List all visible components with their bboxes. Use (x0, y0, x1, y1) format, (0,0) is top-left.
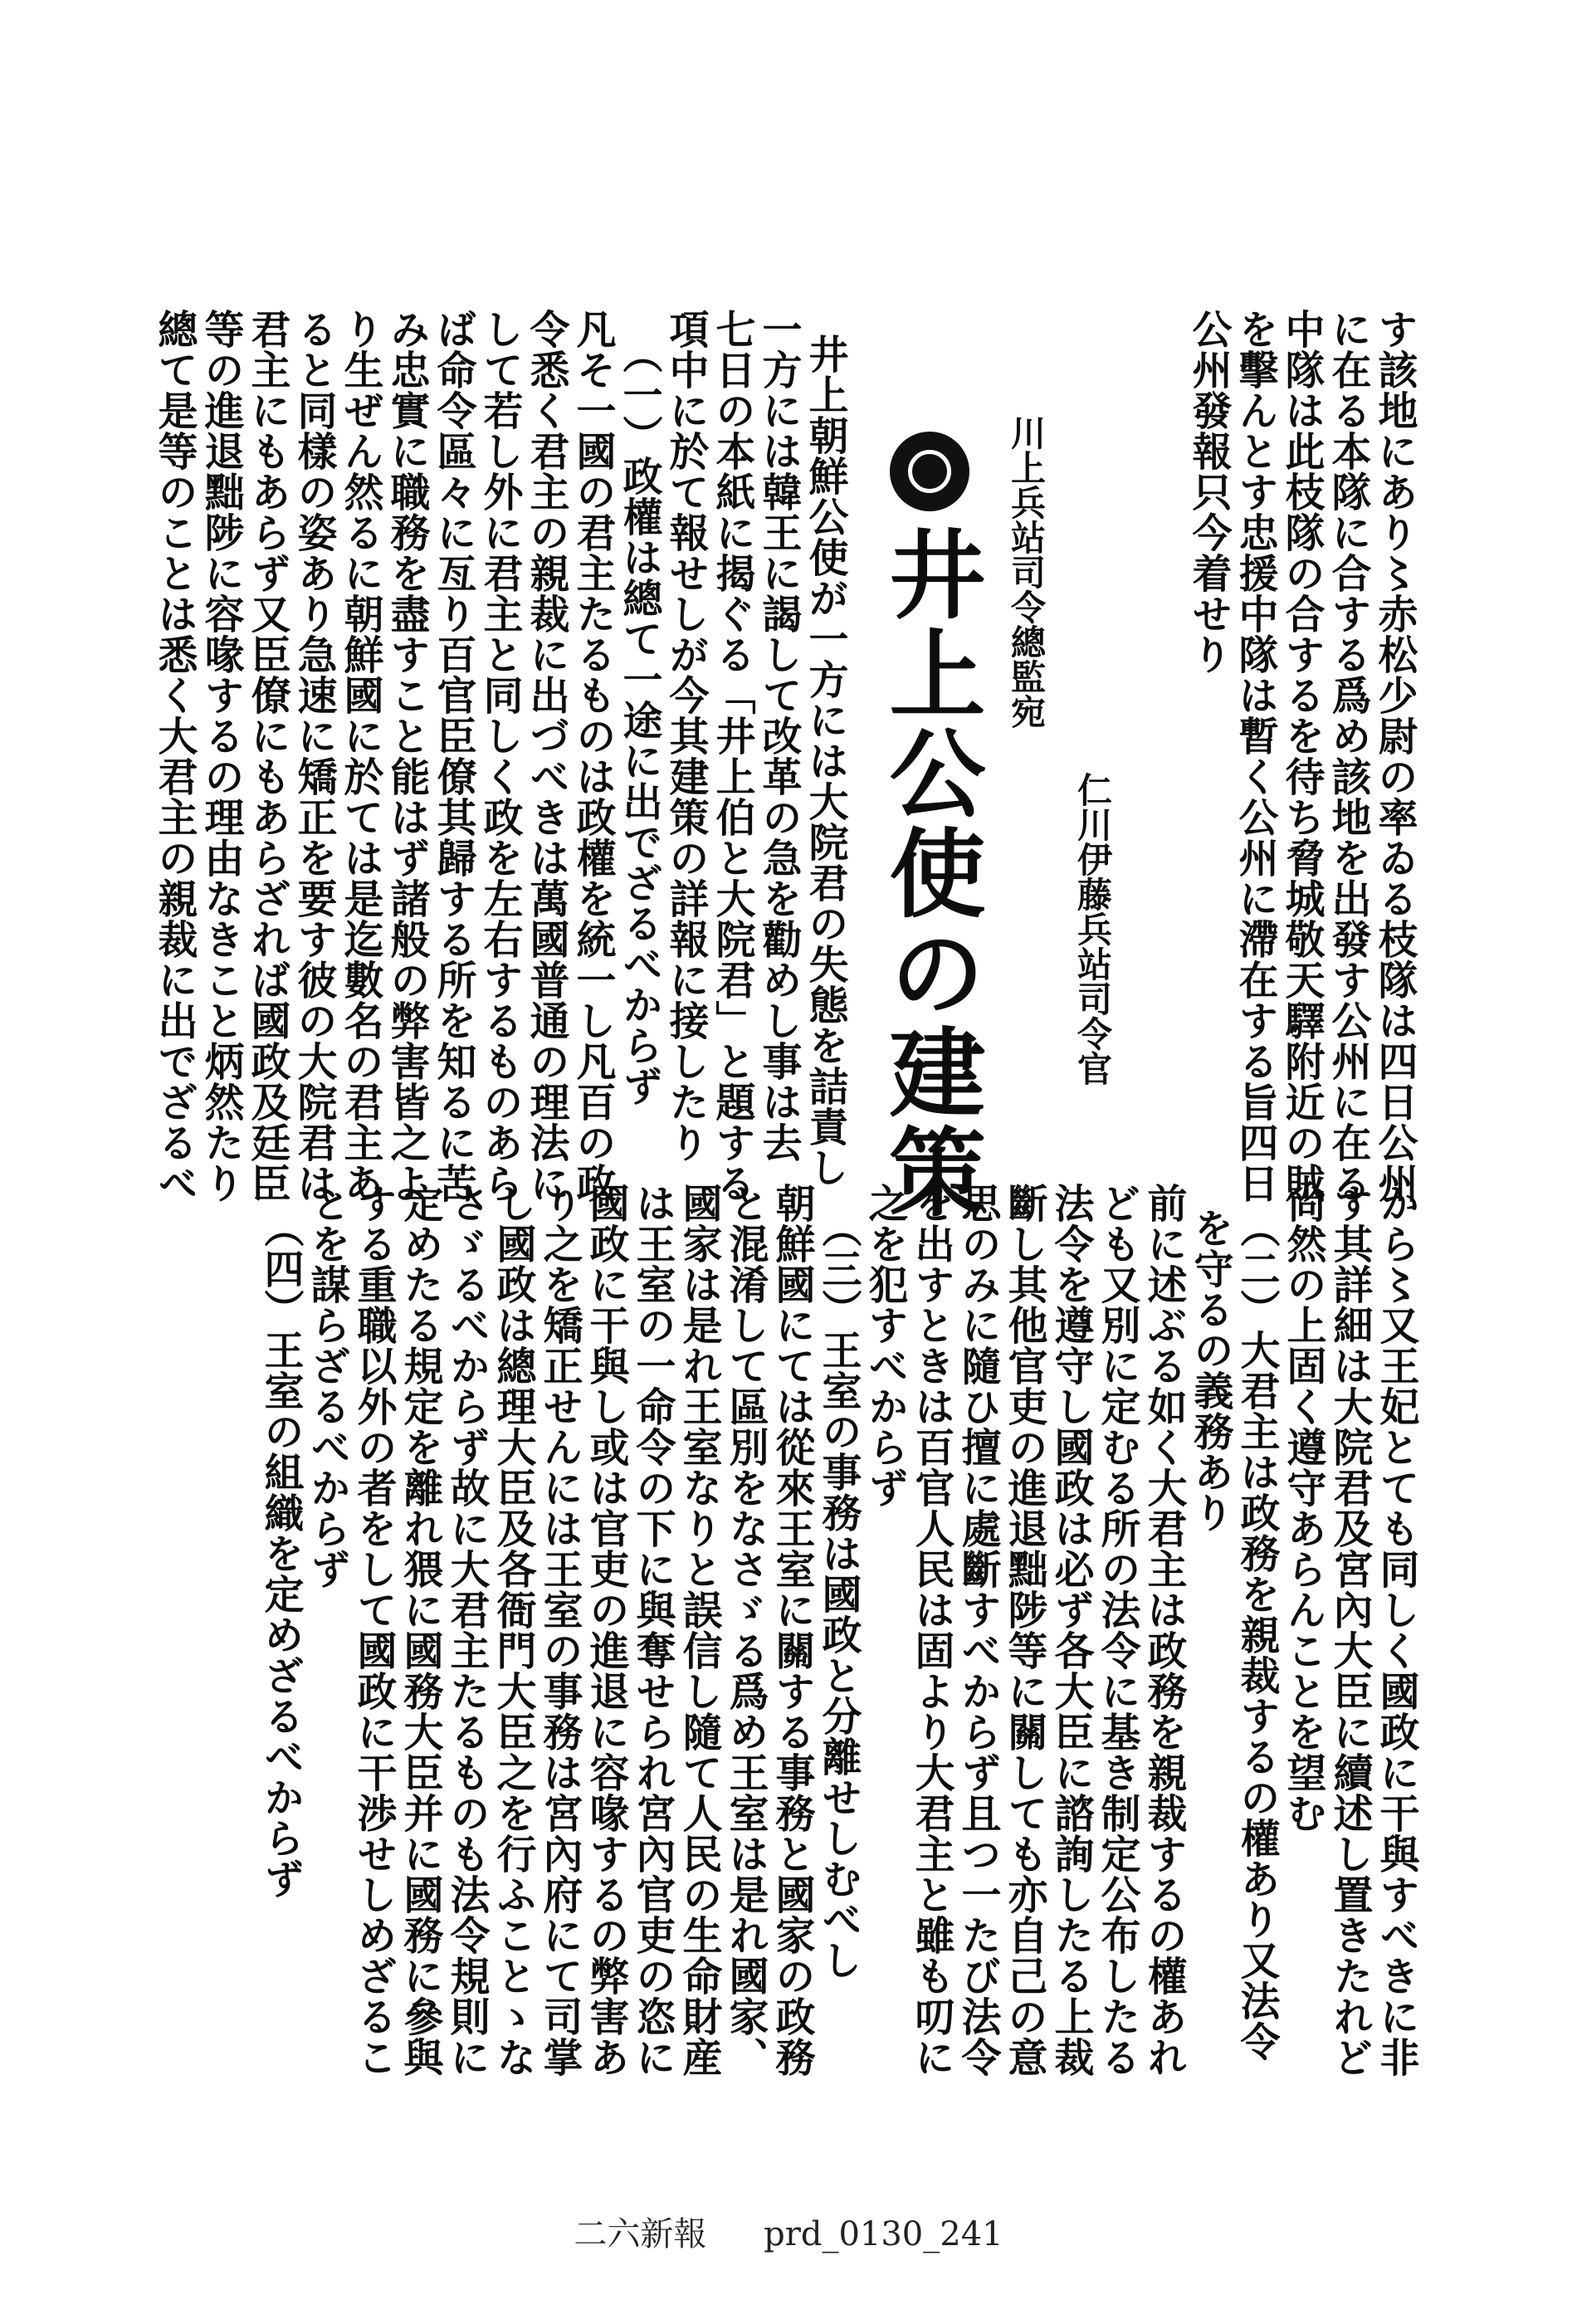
section-heading: （四）王室の組織を定めざるべからず (257, 1208, 304, 1899)
body-column: り生ぜん然るに朝鮮國に於ては是迄數名の君主あ (337, 309, 383, 1204)
article-body-lower (257, 1183, 1419, 2077)
body-column: 之を犯すべからず (862, 1183, 908, 1508)
byline-sender: 仁川伊藤兵站司令官 (1072, 772, 1113, 1086)
report-column: に在る本隊に合する爲め該地を出發す公州に在る (1325, 309, 1371, 1204)
body-column: は王室の一命令の下に與奪せられ宮內官吏の恣に (629, 1183, 676, 2077)
report-text-block (1185, 309, 1418, 1204)
body-column: から〻又王妃とても同しく國政に干與すべきに非 (1373, 1183, 1419, 2077)
section-heading: （一）政權は總て一途に出でざるべからず (616, 334, 662, 1106)
body-column: ると同樣の姿あり急速に矯正を要す彼の大院君は (290, 309, 337, 1204)
article-body-upper (151, 309, 848, 1204)
article-title: 井上公使の建策 (873, 525, 986, 1222)
body-column: 等の進退黜陟に容喙するの理由なきこと炳然たり (198, 309, 244, 1204)
body-column: 君主にもあらず又臣僚にもあらざれば國政及廷臣 (244, 309, 290, 1204)
byline-recipient: 川上兵站司令總監宛 (1006, 415, 1047, 729)
section-heading: （三）王室の事務は國政と分離せしむべし (815, 1208, 862, 1980)
body-column: して若し外に君主と同しく政を左右するものあら (476, 309, 523, 1204)
body-column: 七日の本紙に揭ぐる「井上伯と大院君」と題する (709, 309, 755, 1204)
body-column: ば命令區々に亙り百官臣僚其歸する所を知るに苦 (430, 309, 476, 1204)
report-column: す該地にあり〻赤松少尉の率ゐる枝隊は四日公州 (1371, 309, 1418, 1204)
publication-name: 二六新報 (574, 2215, 707, 2253)
body-column: 國家は是れ王室なりと誤信し隨て人民の生命財産 (676, 1183, 722, 2077)
body-column: 項中に於て報せしが今其建策の詳報に接したり (662, 309, 709, 1163)
report-column: を擊んとす忠援中隊は暫く公州に滯在する旨四日 (1232, 309, 1278, 1204)
body-column: する重職以外の者をして國政に干渉せしめざるこ (350, 1183, 397, 2077)
body-column: り之を矯正せんには王室の事務は宮內府にて司掌 (536, 1183, 583, 2077)
body-column: 法令を遵守し國政は必ず各大臣に諮詢したる上裁 (1047, 1183, 1094, 2077)
body-column: し國政は總理大臣及各衙門大臣之を行ふことゝな (490, 1183, 536, 2077)
article-header (873, 432, 986, 1222)
body-column: 總て是等のことは悉く大君主の親裁に出でざるべ (151, 309, 198, 1204)
body-column: 井上朝鮮公使が一方には大院君の失態を詰責し (802, 334, 848, 1188)
seal-ornament-icon (890, 432, 969, 511)
body-column: 斷し其他官吏の進退黜陟等に關しても亦自己の意 (1001, 1183, 1047, 2077)
page-footer (0, 2208, 1577, 2255)
body-column: さゞるべからず故に大君主たるものも法令規則に (443, 1183, 490, 2077)
body-column: とを謀らざるべからず (304, 1183, 350, 1589)
body-column: 一方には韓王に謁して改革の急を勸めし事は去 (755, 309, 802, 1163)
body-column: と混淆して區別をなさゞる爲め王室は是れ國家、 (722, 1183, 769, 2077)
body-column: 令悉く君主の親裁に出づべきは萬國普通の理法に (523, 309, 569, 1204)
body-column: 定めたる規定を離れ猥に國務大臣并に國務に參與 (397, 1183, 443, 2077)
section-heading: （二）大君主は政務を親裁するの權あり又法令 (1233, 1208, 1280, 2062)
body-column: を出すときは百官人民は固より大君主と雖も叨に (908, 1183, 954, 2077)
body-column: 朝鮮國にては從來王室に關する事務と國家の政務 (769, 1183, 815, 2077)
body-column: ども又別に定むる所の法令に基き制定公布したる (1094, 1183, 1140, 2077)
body-column: み忠實に職務を盡すこと能はず諸般の弊害皆之よ (383, 309, 430, 1204)
body-column: 國政に干與し或は官吏の進退に容喙するの弊害あ (583, 1183, 629, 2077)
report-column: 中隊は此枝隊の合するを待ち脅城敬天驛附近の賊 (1278, 309, 1325, 1204)
section-heading: を守るの義務あり (1187, 1208, 1233, 1533)
body-column: 思のみに隨ひ擅に處斷すべからず且つ一たび法令 (954, 1183, 1001, 2077)
body-column: 凡そ一國の君主たるものは政權を統一し凡百の政 (569, 309, 616, 1204)
body-column: 尙然の上固く遵守あらんことを望む (1280, 1183, 1326, 1833)
report-column: 公州發報只今着せり (1185, 309, 1232, 675)
body-column: す其詳細は大院君及宮內大臣に續述し置きたれど (1326, 1183, 1373, 2077)
page-code: prd_0130_241 (764, 2215, 1003, 2253)
body-column: 前に述ぶる如く大君主は政務を親裁するの權あれ (1140, 1183, 1187, 2077)
